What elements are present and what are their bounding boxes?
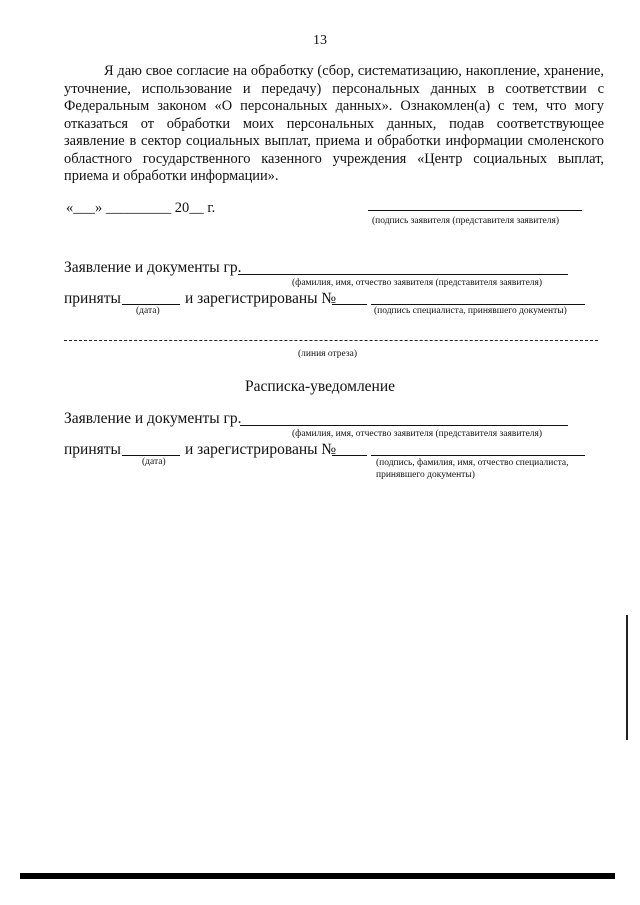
- statement-label: Заявление и документы гр.: [64, 259, 242, 276]
- receipt-statement-label: Заявление и документы гр.: [64, 410, 242, 427]
- registration-number-line: [332, 304, 367, 305]
- cut-line: [64, 340, 598, 341]
- receipt-title: Расписка-уведомление: [244, 378, 396, 395]
- registered-label: и зарегистрированы №: [185, 290, 337, 307]
- receipt-applicant-name-caption: (фамилия, имя, отчество заявителя (представителя заявителя): [292, 429, 543, 439]
- page-number: 13: [313, 33, 327, 48]
- specialist-caption: (подпись специалиста, принявшего документы): [374, 306, 567, 316]
- accepted-label: приняты: [64, 290, 121, 307]
- receipt-specialist-caption-line1: (подпись, фамилия, имя, отчество специалиста,: [376, 458, 569, 468]
- applicant-signature-line: [368, 210, 582, 211]
- receipt-specialist-caption-line2: принявшего документы): [376, 470, 475, 480]
- scan-bottom-bar: [20, 873, 615, 879]
- accepted-date-line: [122, 304, 180, 305]
- receipt-registration-number-line: [332, 455, 367, 456]
- accepted-date-caption: (дата): [136, 306, 160, 316]
- specialist-signature-line: [371, 304, 585, 305]
- applicant-signature-caption: (подпись заявителя (представителя заявителя): [372, 216, 560, 226]
- date-line: «___» _________ 20__ г.: [66, 200, 216, 216]
- receipt-accepted-date-caption: (дата): [142, 457, 166, 467]
- consent-paragraph: Я даю свое согласие на обработку (сбор, систематизацию, накопление, хранение, уточнение, использование и передачу) персональных данных в соответствии с Федеральным законом «О персональных данных». Ознакомлен(а) с тем, что могу отказаться от обработки моих персональных данных, подав соответствующее заявление в сектор социальных выплат, приема и обработки информации смоленского областного государственного казенного учреждения «Центр социальных выплат, приема и обработки информации».: [64, 63, 604, 184]
- applicant-name-line: [238, 274, 568, 275]
- receipt-accepted-label: приняты: [64, 441, 121, 458]
- cut-line-caption: (линия отреза): [298, 349, 358, 359]
- receipt-registered-label: и зарегистрированы №: [185, 441, 337, 458]
- receipt-accepted-date-line: [122, 455, 180, 456]
- receipt-specialist-signature-line: [371, 455, 585, 456]
- applicant-name-caption: (фамилия, имя, отчество заявителя (представителя заявителя): [292, 278, 543, 288]
- receipt-applicant-name-line: [240, 425, 568, 426]
- scan-edge-mark: [626, 615, 628, 740]
